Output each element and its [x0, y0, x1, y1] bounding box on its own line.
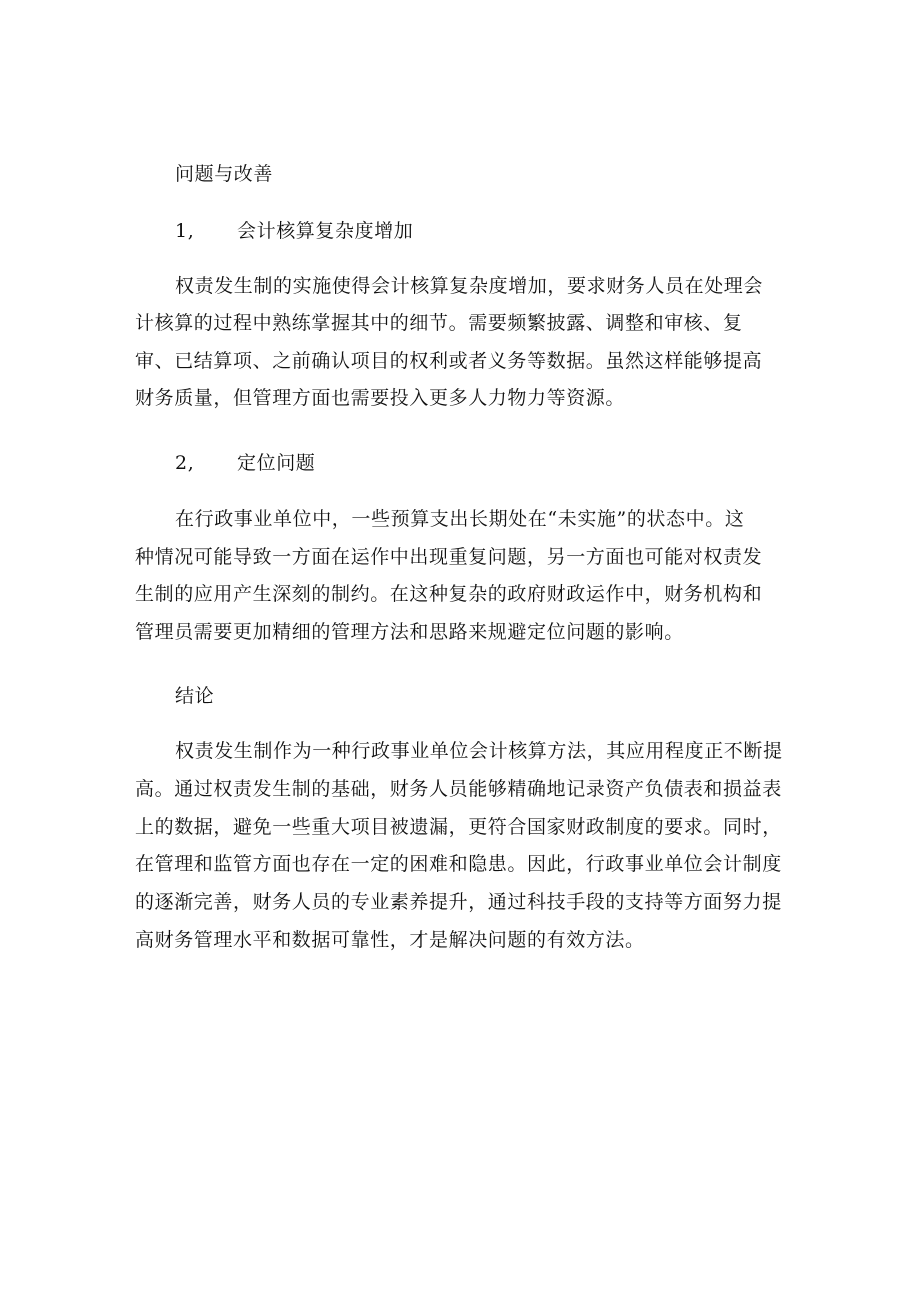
para3-line: 的逐渐完善，财务人员的专业素养提升，通过科技手段的支持等方面努力提 — [135, 891, 782, 913]
item1-number: 1, — [175, 220, 195, 242]
para3-line: 高财务管理水平和数据可靠性，才是解决问题的有效方法。 — [135, 929, 645, 951]
item2-number: 2, — [175, 452, 195, 474]
para1-line: 计核算的过程中熟练掌握其中的细节。需要频繁披露、调整和审核、复 — [135, 312, 743, 334]
para2-line: 在行政事业单位中，一些预算支出长期处在“未实施”的状态中。这 — [175, 508, 745, 530]
para3-line: 上的数据，避免一些重大项目被遗漏，更符合国家财政制度的要求。同时， — [135, 816, 782, 838]
para3-line: 在管理和监管方面也存在一定的困难和隐患。因此，行政事业单位会计制度 — [135, 853, 782, 875]
para3-line: 权责发生制作为一种行政事业单位会计核算方法，其应用程度正不断提 — [175, 740, 783, 762]
item1-title: 会计核算复杂度增加 — [237, 220, 414, 242]
para2-line: 生制的应用产生深刻的制约。在这种复杂的政府财政运作中，财务机构和 — [135, 583, 763, 605]
item2-title: 定位问题 — [237, 452, 316, 474]
para1-line: 审、已结算项、之前确认项目的权利或者义务等数据。虽然这样能够提高 — [135, 350, 763, 372]
conclusion-title: 结论 — [175, 685, 215, 707]
para1-line: 财务质量，但管理方面也需要投入更多人力物力等资源。 — [135, 387, 626, 409]
para1-line: 权责发生制的实施使得会计核算复杂度增加，要求财务人员在处理会 — [175, 275, 764, 297]
para3-line: 高。通过权责发生制的基础，财务人员能够精确地记录资产负债表和损益表 — [135, 778, 782, 800]
section-title: 问题与改善 — [175, 163, 274, 185]
para2-line: 管理员需要更加精细的管理方法和思路来规避定位问题的影响。 — [135, 621, 684, 643]
para2-line: 种情况可能导致一方面在运作中出现重复问题，另一方面也可能对权责发 — [135, 546, 763, 568]
